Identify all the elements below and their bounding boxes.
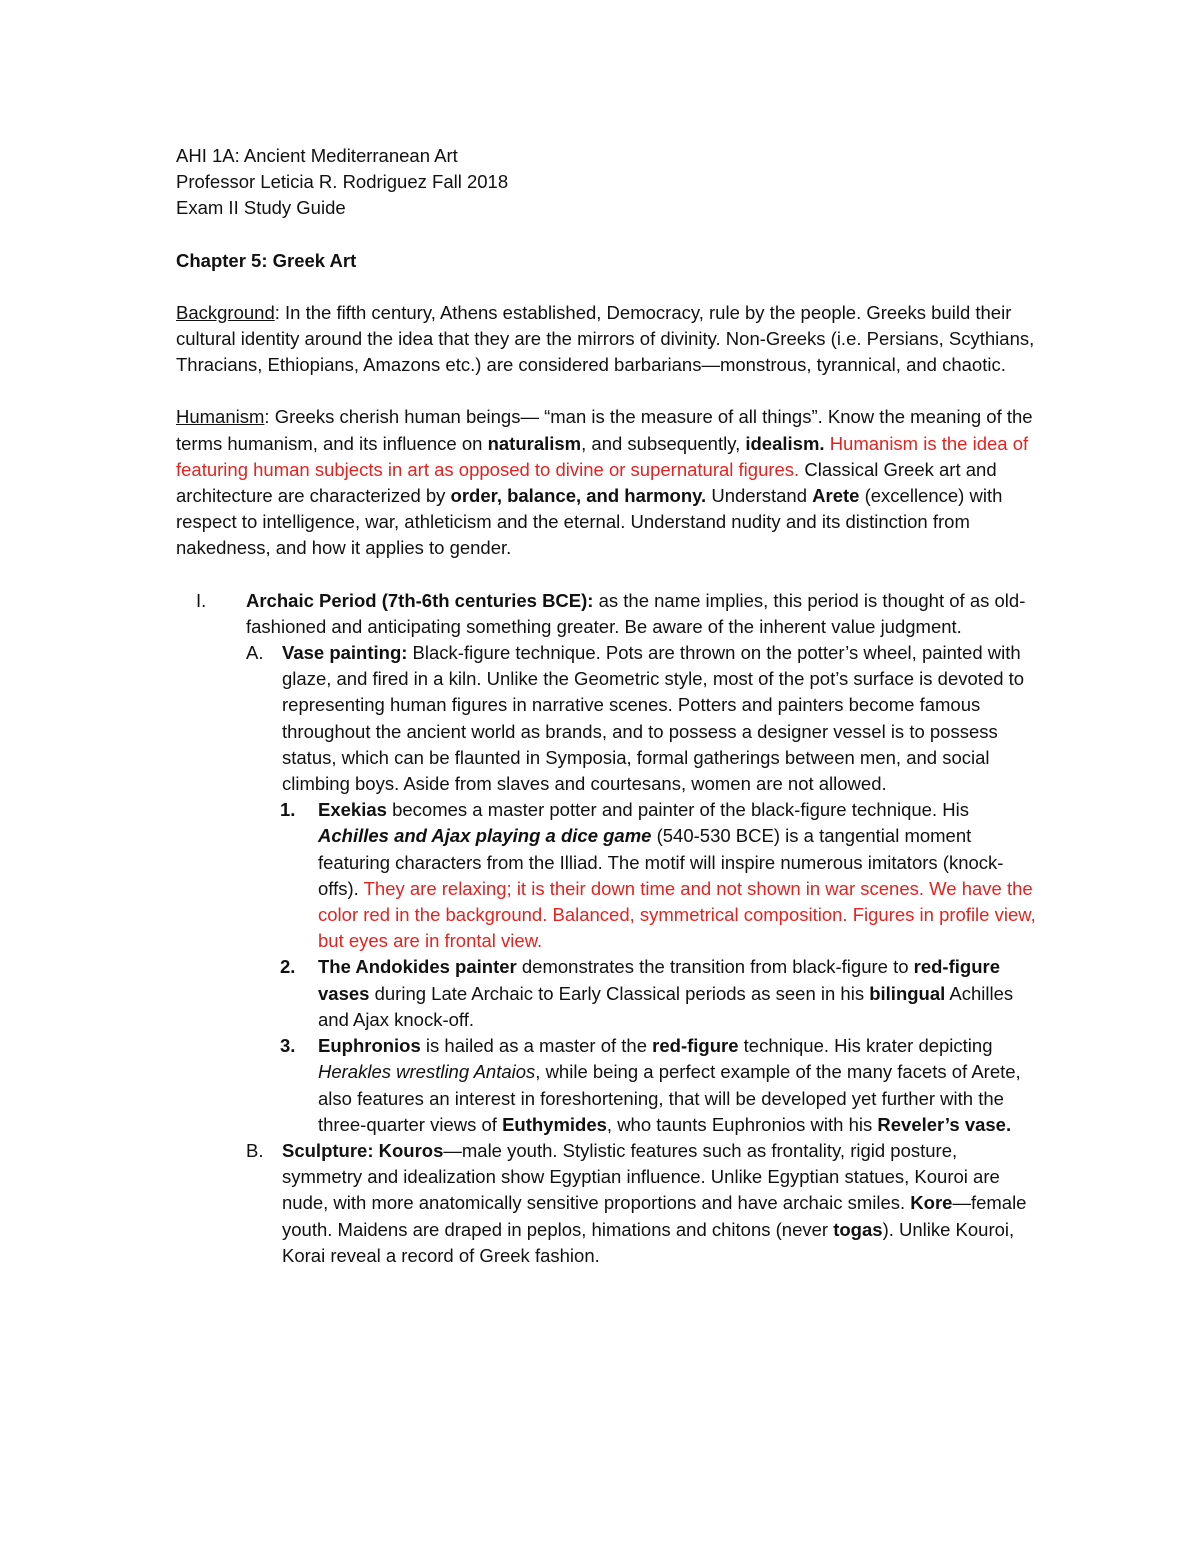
professor-line: Professor Leticia R. Rodriguez Fall 2018: [176, 171, 509, 193]
course-title: AHI 1A: Ancient Mediterranean Art: [176, 145, 458, 166]
artist-name: Exekias: [318, 799, 387, 821]
technique-term: red-figure: [652, 1035, 739, 1057]
togas-term: togas: [833, 1218, 883, 1240]
subsection-title: Sculpture: Kouros: [282, 1139, 444, 1161]
number-marker: 3.: [280, 1035, 296, 1057]
item-text: , while being a perfect example of the many facets of Arete, also features an interest in foreshortening, that will be developed yet further with the three-quarter views of: [318, 1061, 1021, 1135]
item-notes: They are relaxing; it is their down time and not shown in war scenes. We have the color red in the background. Balanced, symmetrical composition. Figures in profile view, but eyes are in frontal view.: [318, 877, 1036, 952]
humanism-text: (excellence) with respect to intelligence, war, athleticism and the eternal. Understand nudity and its distinction from nakedness, and how it applies to gender.: [176, 485, 1003, 559]
technique-term: red-figure vases: [318, 956, 1000, 1004]
number-marker: 2.: [280, 956, 296, 978]
document-page: [176, 143, 1036, 1269]
item-text: is hailed as a master of the: [420, 1035, 653, 1057]
artwork-title: Reveler’s vase.: [877, 1113, 1012, 1135]
subsection-title: Vase painting:: [282, 642, 408, 664]
artist-name: Euthymides: [502, 1113, 607, 1135]
section-title: Archaic Period (7th-6th centuries BCE):: [246, 589, 594, 611]
list-item-andokides: [176, 954, 1036, 1033]
subsection-text: ). Unlike Kouroi, Korai reveal a record of Greek fashion.: [282, 1218, 1015, 1266]
item-text: demonstrates the transition from black-figure to: [516, 956, 914, 978]
letter-marker: A.: [246, 642, 264, 664]
humanism-text: , and subsequently,: [581, 432, 746, 454]
background-paragraph: [176, 300, 1036, 379]
humanism-label: Humanism: [176, 406, 265, 428]
item-text: , who taunts Euphronios with his: [606, 1113, 878, 1135]
section-text: as the name implies, this period is thought of as old-fashioned and anticipating something greater. Be aware of the inherent value judgment.: [246, 589, 1026, 637]
subsection-text: —female youth. Maidens are draped in peplos, himations and chitons (never: [282, 1192, 1027, 1240]
kore-term: Kore: [910, 1192, 953, 1214]
item-text: technique. His krater depicting: [738, 1035, 993, 1057]
item-text: Achilles and Ajax knock-off.: [318, 982, 1014, 1030]
humanism-definition: Humanism is the idea of featuring human subjects in art as opposed to divine or supernatural figures.: [176, 432, 1029, 480]
roman-numeral-marker: I.: [196, 589, 207, 611]
section-archaic-period: [176, 588, 1036, 640]
artist-name: The Andokides painter: [318, 956, 517, 978]
humanism-text: : Greeks cherish human beings— “man is the measure of all things”. Know the meaning of the terms humanism, and its influence on: [176, 406, 1033, 454]
number-marker: 1.: [280, 799, 296, 821]
item-text: becomes a master potter and painter of the black-figure technique. His: [386, 799, 969, 821]
subsection-sculpture: [176, 1138, 1036, 1269]
bilingual-term: bilingual: [869, 982, 946, 1004]
subsection-text: Black-figure technique. Pots are thrown on the potter’s wheel, painted with glaze, and fired in a kiln. Unlike the Geometric style, most of the pot’s surface is devoted to representing human figures in narrative scenes. Potters and painters become famous throughout the ancient world as brands, and to possess a designer vessel is to possess status, which can be flaunted in Symposia, formal gatherings between men, and social climbing boys. Aside from slaves and courtesans, women are not allowed.: [282, 642, 1025, 795]
subsection-text: —male youth. Stylistic features such as frontality, rigid posture, symmetry and idealization show Egyptian influence. Unlike Egyptian statues, Kouroi are nude, with more anatomically sensitive proportions and have archaic smiles.: [282, 1139, 1000, 1214]
arete-term: Arete: [812, 485, 860, 507]
artwork-title: Achilles and Ajax playing a dice game: [318, 825, 652, 847]
item-text: (540-530 BCE) is a tangential moment featuring characters from the Illiad. The motif will inspire numerous imitators (knock-offs).: [318, 825, 1004, 899]
humanism-text: Classical Greek art and architecture are characterized by: [176, 458, 997, 507]
humanism-paragraph: [176, 404, 1036, 561]
list-item-euphronios: [176, 1033, 1036, 1138]
order-balance-harmony-term: order, balance, and harmony.: [450, 485, 707, 507]
idealism-term: idealism.: [745, 432, 825, 454]
guide-title: Exam II Study Guide: [176, 197, 346, 219]
chapter-heading: Chapter 5: Greek Art: [176, 249, 357, 271]
subsection-vase-painting: [176, 640, 1036, 797]
list-item-exekias: [176, 797, 1036, 954]
background-label: Background: [176, 301, 275, 323]
humanism-text: Understand: [706, 485, 813, 507]
naturalism-term: naturalism: [487, 432, 582, 454]
background-text: : In the fifth century, Athens established, Democracy, rule by the people. Greeks build their cultural identity around the idea that they are the mirrors of divinity. Non-Greeks (i.e. Persians, Scythians, Thracians, Ethiopians, Amazons etc.) are considered barbarians—monstrous, tyrannical, and chaotic.: [176, 301, 1035, 376]
document-header: [176, 143, 1036, 222]
item-text: during Late Archaic to Early Classical periods as seen in his: [369, 982, 870, 1004]
artist-name: Euphronios: [318, 1035, 421, 1057]
artwork-title: Herakles wrestling Antaios: [318, 1061, 536, 1083]
letter-marker: B.: [246, 1139, 264, 1161]
